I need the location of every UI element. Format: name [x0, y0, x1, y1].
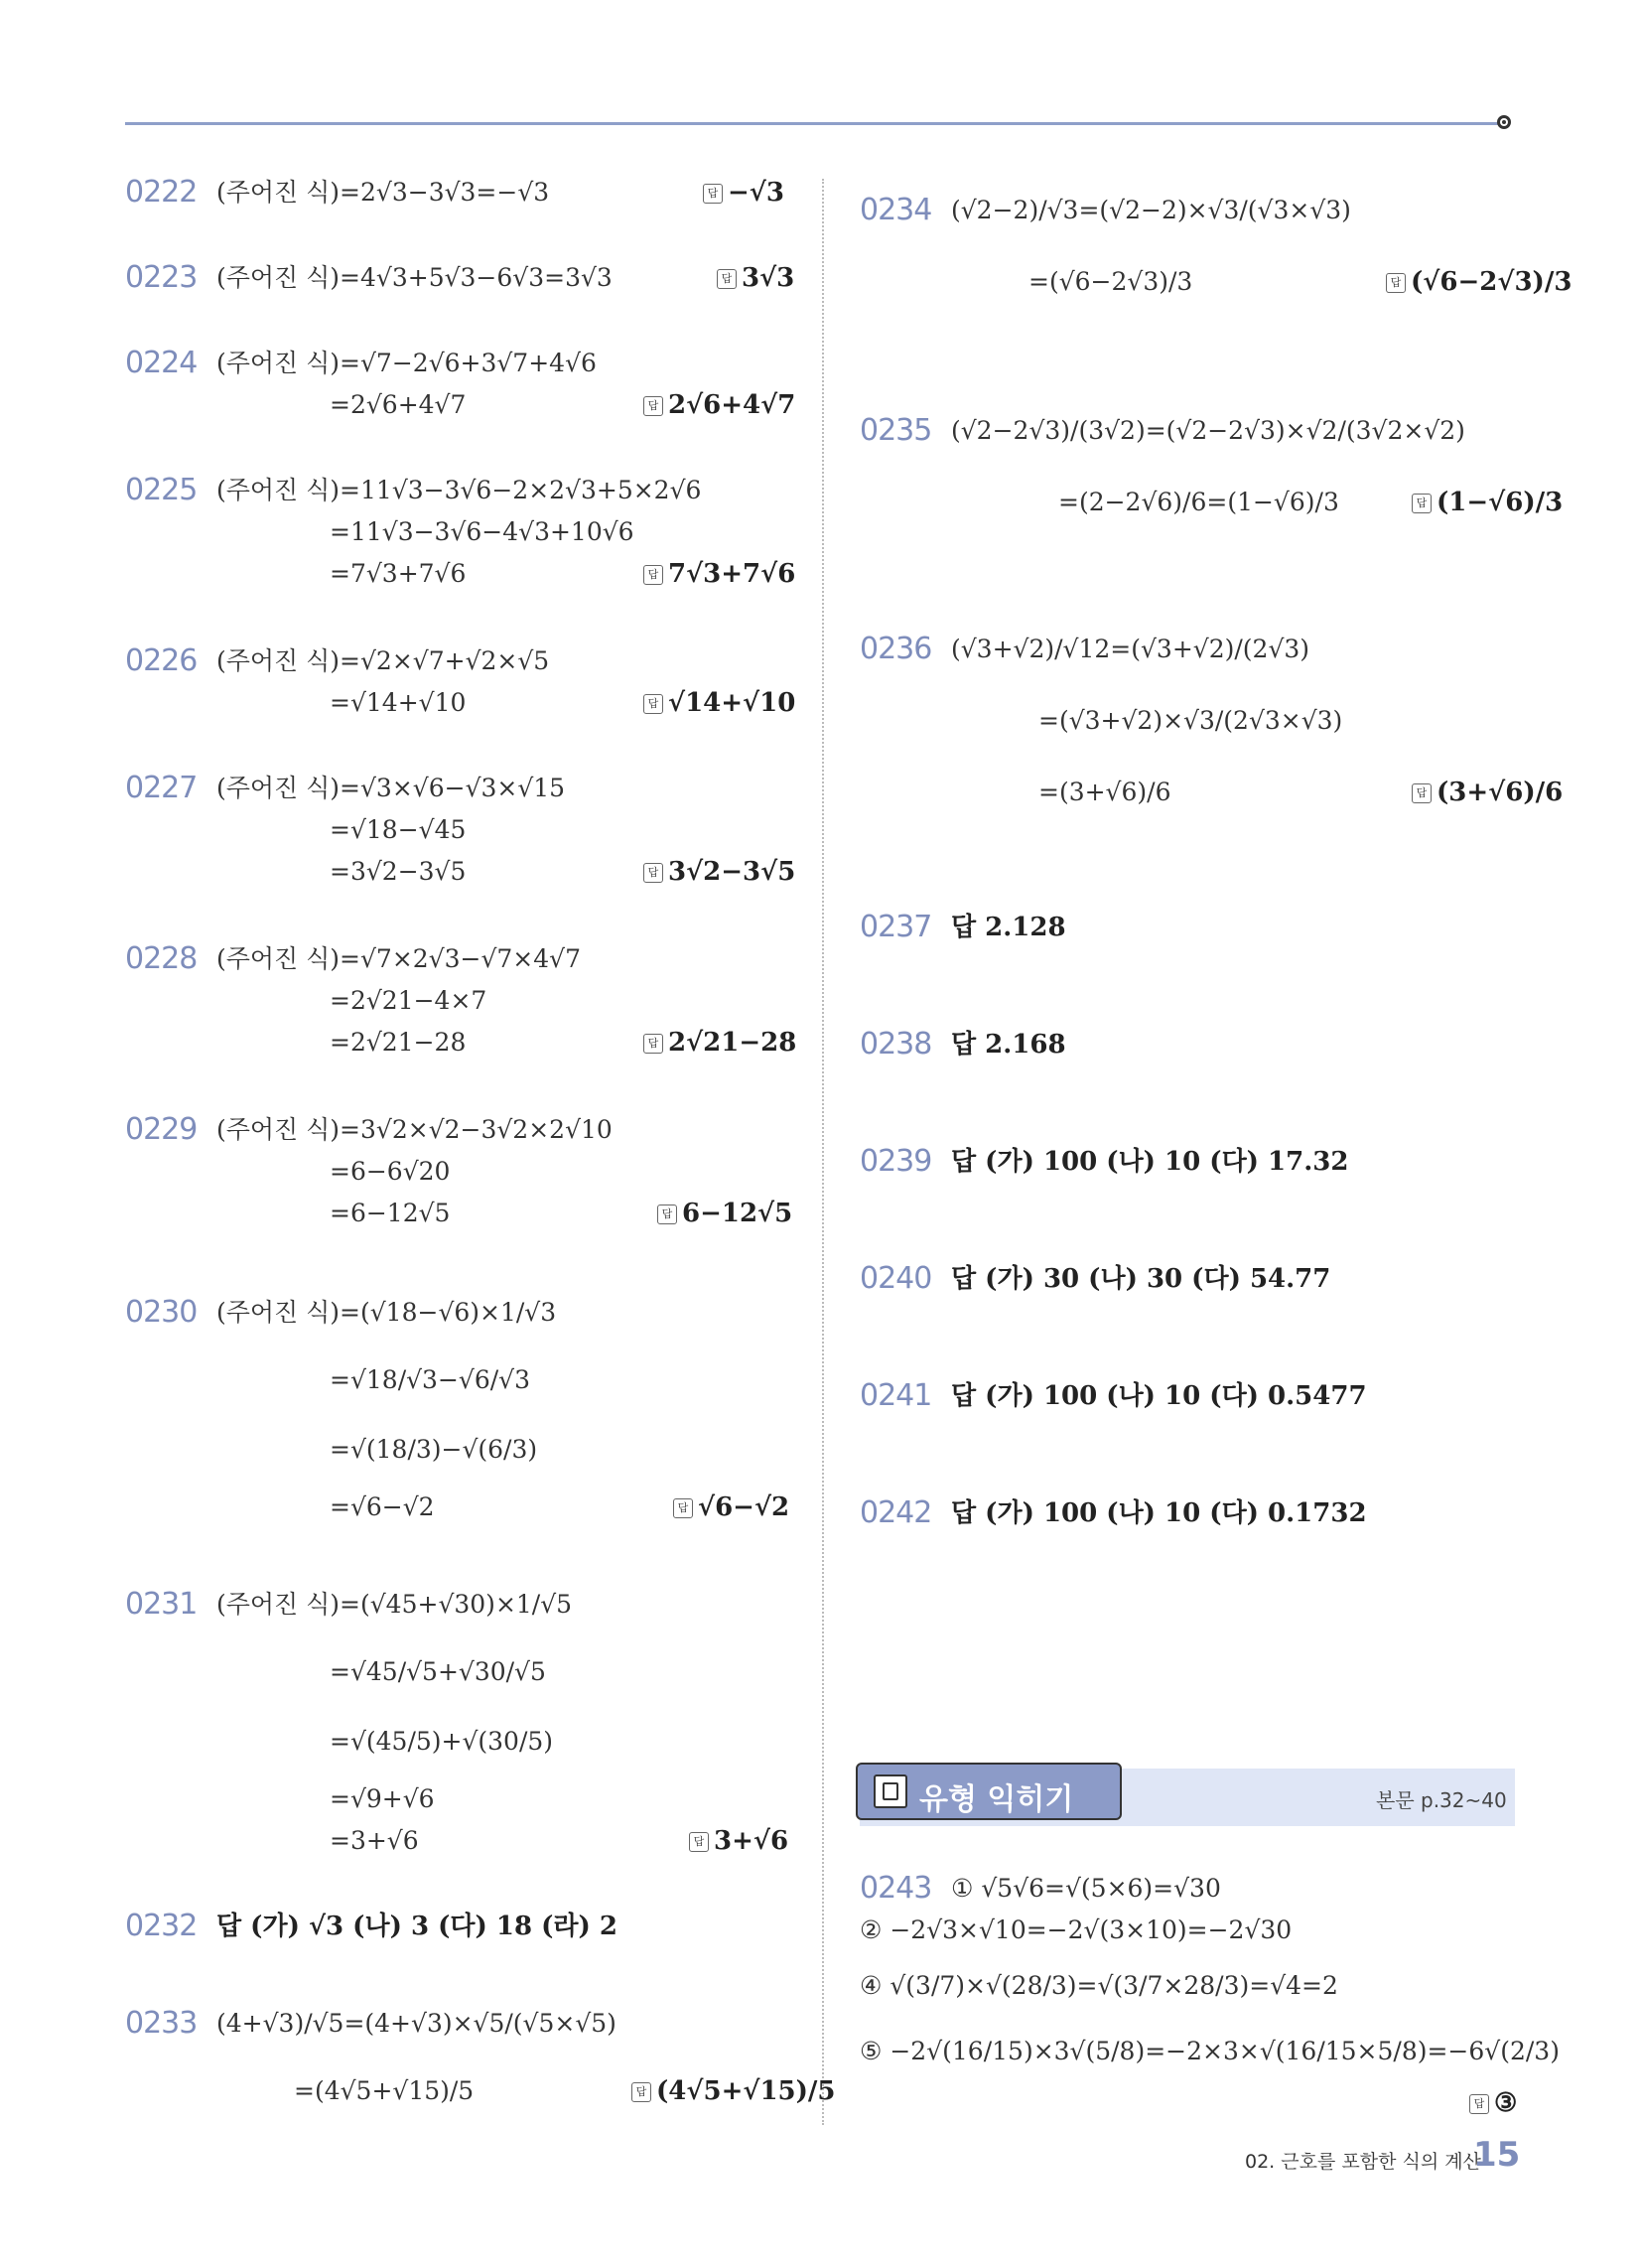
problem-number: 0239	[860, 1144, 932, 1179]
answer-line: 답 2.168	[951, 1030, 1066, 1060]
solution-line: (주어진 식)=√2×√7+√2×√5	[216, 646, 550, 675]
answer-mark-icon: 답	[657, 1205, 677, 1224]
answer-line: 답 (가) 100 (나) 10 (다) 0.5477	[951, 1381, 1367, 1411]
problem-number: 0230	[125, 1295, 198, 1330]
problem-number: 0242	[860, 1495, 932, 1530]
problem-number: 0237	[860, 910, 932, 944]
solution-line: (√3+√2)/√12=(√3+√2)/(2√3)	[951, 635, 1310, 663]
answer-mark-icon: 답	[1469, 2094, 1489, 2114]
solution-line: ① √5√6=√(5×6)=√30	[951, 1874, 1221, 1903]
solution-line: =(2−2√6)/6=(1−√6)/3	[1058, 488, 1339, 516]
answer-mark-icon: 답	[1412, 494, 1432, 513]
solution-line: ⑤ −2√(16/15)×3√(5/8)=−2×3×√(16/15×5/8)=−6√(2/3)	[860, 2037, 1560, 2065]
answer-mark-icon: 답	[643, 396, 663, 416]
problem-number: 0235	[860, 413, 932, 448]
problem-number: 0240	[860, 1261, 932, 1296]
answer: 답 6−12√5	[657, 1198, 792, 1229]
answer: 답 −√3	[703, 177, 784, 209]
answer-mark-icon: 답	[703, 184, 723, 204]
problem-number: 0227	[125, 771, 198, 805]
problem-number: 0222	[125, 175, 198, 210]
solution-line: =(√6−2√3)/3	[1028, 267, 1193, 296]
solution-line: (주어진 식)=√7×2√3−√7×4√7	[216, 944, 581, 973]
column-divider	[822, 179, 824, 2125]
answer-mark-icon: 답	[631, 2082, 651, 2102]
problem-number: 0234	[860, 193, 932, 227]
solution-line: =6−6√20	[330, 1157, 451, 1186]
answer-line: 답 (가) 100 (나) 10 (다) 0.1732	[951, 1498, 1367, 1528]
solution-line: (주어진 식)=√3×√6−√3×√15	[216, 774, 566, 802]
top-rule	[125, 122, 1505, 125]
answer-line: 답 2.128	[951, 913, 1066, 942]
answer: 답 (√6−2√3)/3	[1386, 266, 1572, 298]
solution-line: =7√3+7√6	[330, 559, 467, 588]
problem-number: 0238	[860, 1027, 932, 1062]
answer-mark-icon: 답	[689, 1832, 709, 1852]
section-badge	[856, 1763, 1122, 1820]
solution-line: =3+√6	[330, 1826, 419, 1855]
solution-line: =√18/√3−√6/√3	[330, 1365, 530, 1394]
answer-line: 답 (가) 30 (나) 30 (다) 54.77	[951, 1264, 1331, 1294]
problem-number: 0231	[125, 1587, 198, 1622]
solution-line: =√9+√6	[330, 1784, 435, 1813]
problem-number: 0243	[860, 1871, 932, 1906]
solution-line: =√(18/3)−√(6/3)	[330, 1435, 538, 1464]
problem-number: 0241	[860, 1378, 932, 1413]
page-number: 15	[1473, 2135, 1521, 2175]
solution-line: =(3+√6)/6	[1038, 778, 1171, 806]
solution-line: (4+√3)/√5=(4+√3)×√5/(√5×√5)	[216, 2009, 616, 2038]
solution-line: =11√3−3√6−4√3+10√6	[330, 517, 634, 546]
solution-line: =(4√5+√15)/5	[294, 2076, 475, 2105]
solution-line: =√14+√10	[330, 688, 467, 717]
solution-line: ④ √(3/7)×√(28/3)=√(3/7×28/3)=√4=2	[860, 1971, 1338, 2000]
section-title: 유형 익히기	[919, 1782, 1074, 1817]
solution-line: (주어진 식)=3√2×√2−3√2×2√10	[216, 1115, 613, 1144]
solution-line: (주어진 식)=(√45+√30)×1/√5	[216, 1590, 573, 1619]
answer-line: 답 (가) 100 (나) 10 (다) 17.32	[951, 1147, 1349, 1177]
solution-line: =6−12√5	[330, 1199, 451, 1227]
solution-line: =2√21−4×7	[330, 986, 487, 1015]
notebook-icon	[874, 1774, 907, 1808]
problem-number: 0232	[125, 1909, 198, 1943]
answer-mark-icon: 답	[643, 863, 663, 883]
answer: 답 2√6+4√7	[643, 389, 795, 421]
solution-line: (주어진 식)=√7−2√6+3√7+4√6	[216, 349, 597, 377]
answer: 답 ③	[1469, 2087, 1517, 2119]
chapter-label: 02. 근호를 포함한 식의 계산	[1245, 2151, 1481, 2173]
solution-line: ② −2√3×√10=−2√(3×10)=−2√30	[860, 1915, 1293, 1944]
solution-line: (주어진 식)=11√3−3√6−2×2√3+5×2√6	[216, 476, 702, 504]
problem-number: 0224	[125, 346, 198, 380]
answer: 답 √14+√10	[643, 687, 795, 719]
solution-line: =√6−√2	[330, 1492, 435, 1521]
top-rule-dot	[1497, 115, 1511, 129]
problem-number: 0226	[125, 643, 198, 678]
solution-line: =√45/√5+√30/√5	[330, 1657, 546, 1686]
solution-line: =3√2−3√5	[330, 857, 467, 886]
problem-number: 0229	[125, 1112, 198, 1147]
answer-mark-icon: 답	[673, 1498, 693, 1518]
answer: 답 7√3+7√6	[643, 558, 795, 590]
answer-mark-icon: 답	[643, 1034, 663, 1054]
answer-mark-icon: 답	[1386, 273, 1406, 293]
answer: 답 (3+√6)/6	[1412, 777, 1563, 808]
answer-mark-icon: 답	[1412, 783, 1432, 803]
problem-number: 0233	[125, 2006, 198, 2041]
solution-line: (√2−2√3)/(3√2)=(√2−2√3)×√2/(3√2×√2)	[951, 416, 1465, 445]
answer: 답 3√3	[717, 262, 794, 294]
answer-line: 답 (가) √3 (나) 3 (다) 18 (라) 2	[216, 1912, 617, 1941]
solution-line: =(√3+√2)×√3/(2√3×√3)	[1038, 706, 1343, 735]
solution-line: (주어진 식)=(√18−√6)×1/√3	[216, 1298, 557, 1327]
answer: 답 3√2−3√5	[643, 856, 795, 888]
solution-line: (주어진 식)=4√3+5√3−6√3=3√3	[216, 263, 613, 292]
answer-mark-icon: 답	[717, 269, 737, 289]
solution-line: =2√6+4√7	[330, 390, 467, 419]
solution-line: =2√21−28	[330, 1028, 467, 1057]
problem-number: 0223	[125, 260, 198, 295]
answer-mark-icon: 답	[643, 694, 663, 714]
answer: 답 √6−√2	[673, 1491, 789, 1523]
answer-mark-icon: 답	[643, 565, 663, 585]
answer: 답 (4√5+√15)/5	[631, 2075, 836, 2107]
answer: 답 3+√6	[689, 1825, 788, 1857]
solution-line: =√18−√45	[330, 815, 467, 844]
answer: 답 (1−√6)/3	[1412, 487, 1563, 518]
problem-number: 0228	[125, 941, 198, 976]
solution-line: (√2−2)/√3=(√2−2)×√3/(√3×√3)	[951, 196, 1351, 224]
problem-number: 0225	[125, 473, 198, 507]
solution-line: (주어진 식)=2√3−3√3=−√3	[216, 178, 550, 207]
answer: 답 2√21−28	[643, 1027, 796, 1059]
problem-number: 0236	[860, 632, 932, 666]
section-page-ref: 본문 p.32~40	[1376, 1788, 1507, 1812]
solution-line: =√(45/5)+√(30/5)	[330, 1727, 554, 1756]
